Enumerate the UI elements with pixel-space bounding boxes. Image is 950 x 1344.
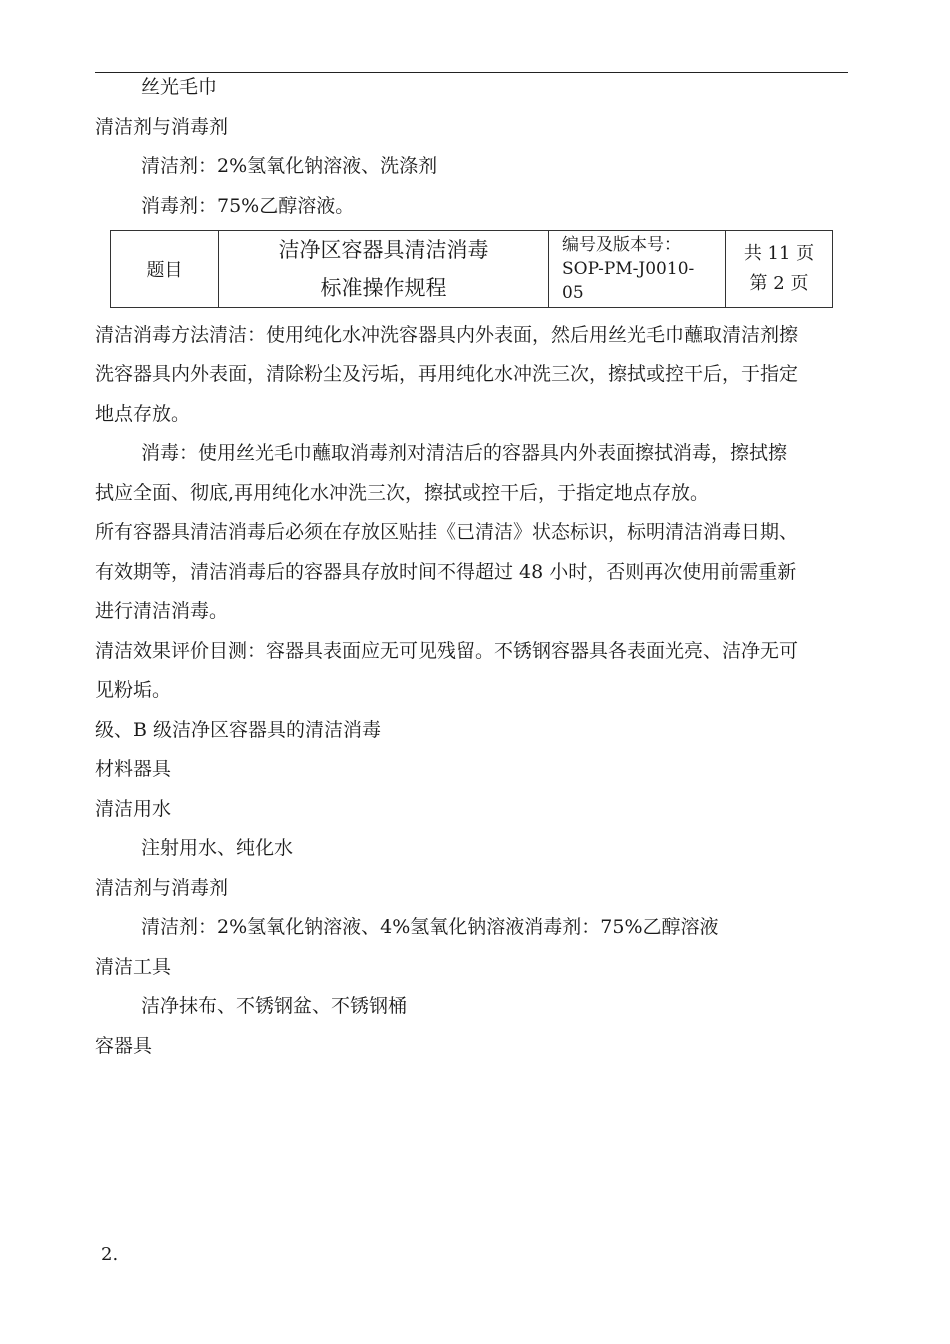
detergent-item: 清洁剂：2%氢氧化钠溶液、洗涤剂 (141, 155, 438, 177)
page-total: 共 11 页 (743, 243, 815, 264)
header-code (549, 231, 726, 308)
page-current: 第 2 页 (749, 273, 809, 294)
tools-heading: 清洁工具 (95, 956, 172, 978)
agents-items: 清洁剂：2%氢氧化钠溶液、4%氢氧化钠溶液消毒剂：75%乙醇溶液 (141, 916, 719, 938)
water-heading: 清洁用水 (95, 798, 172, 820)
header-title-line1: 洁净区容器具清洁消毒 (278, 238, 489, 262)
para-label-line2: 有效期等，清洁消毒后的容器具存放时间不得超过 48 小时，否则再次使用前需重新 (95, 561, 797, 583)
para-disinfect-line2: 拭应全面、彻底,再用纯化水冲洗三次，擦拭或控干后，于指定地点存放。 (95, 482, 710, 504)
header-label: 题目 (111, 231, 219, 308)
document-header-table (110, 230, 833, 308)
footer-number: 2. (101, 1244, 119, 1265)
para-label-line1: 所有容器具清洁消毒后必须在存放区贴挂《已清洁》状态标识，标明清洁消毒日期、 (95, 521, 799, 543)
para-evaluation-line2: 见粉垢。 (95, 679, 172, 701)
disinfectant-item: 消毒剂：75%乙醇溶液。 (141, 195, 355, 217)
section-heading: 级、B 级洁净区容器具的清洁消毒 (95, 719, 382, 741)
water-items: 注射用水、纯化水 (141, 837, 294, 859)
para-cleaning-line2: 洗容器具内外表面，清除粉尘及污垢，再用纯化水冲洗三次，擦拭或控干后，于指定 (95, 363, 799, 385)
para-disinfect-line1: 消毒：使用丝光毛巾蘸取消毒剂对清洁后的容器具内外表面擦拭消毒，擦拭擦 (141, 442, 788, 464)
header-rule (95, 72, 848, 73)
para-evaluation-line1: 清洁效果评价目测：容器具表面应无可见残留。不锈钢容器具各表面光亮、洁净无可 (95, 640, 799, 662)
header-title (219, 231, 549, 308)
towel-item: 丝光毛巾 (141, 76, 218, 98)
para-label-line3: 进行清洁消毒。 (95, 600, 229, 622)
code-value-line2: 05 (562, 283, 584, 303)
code-label: 编号及版本号： (562, 235, 681, 255)
materials-heading: 材料器具 (95, 758, 172, 780)
tools-items: 洁净抹布、不锈钢盆、不锈钢桶 (141, 995, 408, 1017)
agents-heading: 清洁剂与消毒剂 (95, 116, 229, 138)
agents-heading-2: 清洁剂与消毒剂 (95, 877, 229, 899)
containers-heading: 容器具 (95, 1035, 153, 1057)
code-value-line1: SOP-PM-J0010- (562, 259, 695, 279)
para-cleaning-line1: 清洁消毒方法清洁：使用纯化水冲洗容器具内外表面，然后用丝光毛巾蘸取清洁剂擦 (95, 324, 799, 346)
header-pages (726, 231, 833, 308)
header-title-line2: 标准操作规程 (320, 276, 447, 300)
para-cleaning-line3: 地点存放。 (95, 403, 191, 425)
